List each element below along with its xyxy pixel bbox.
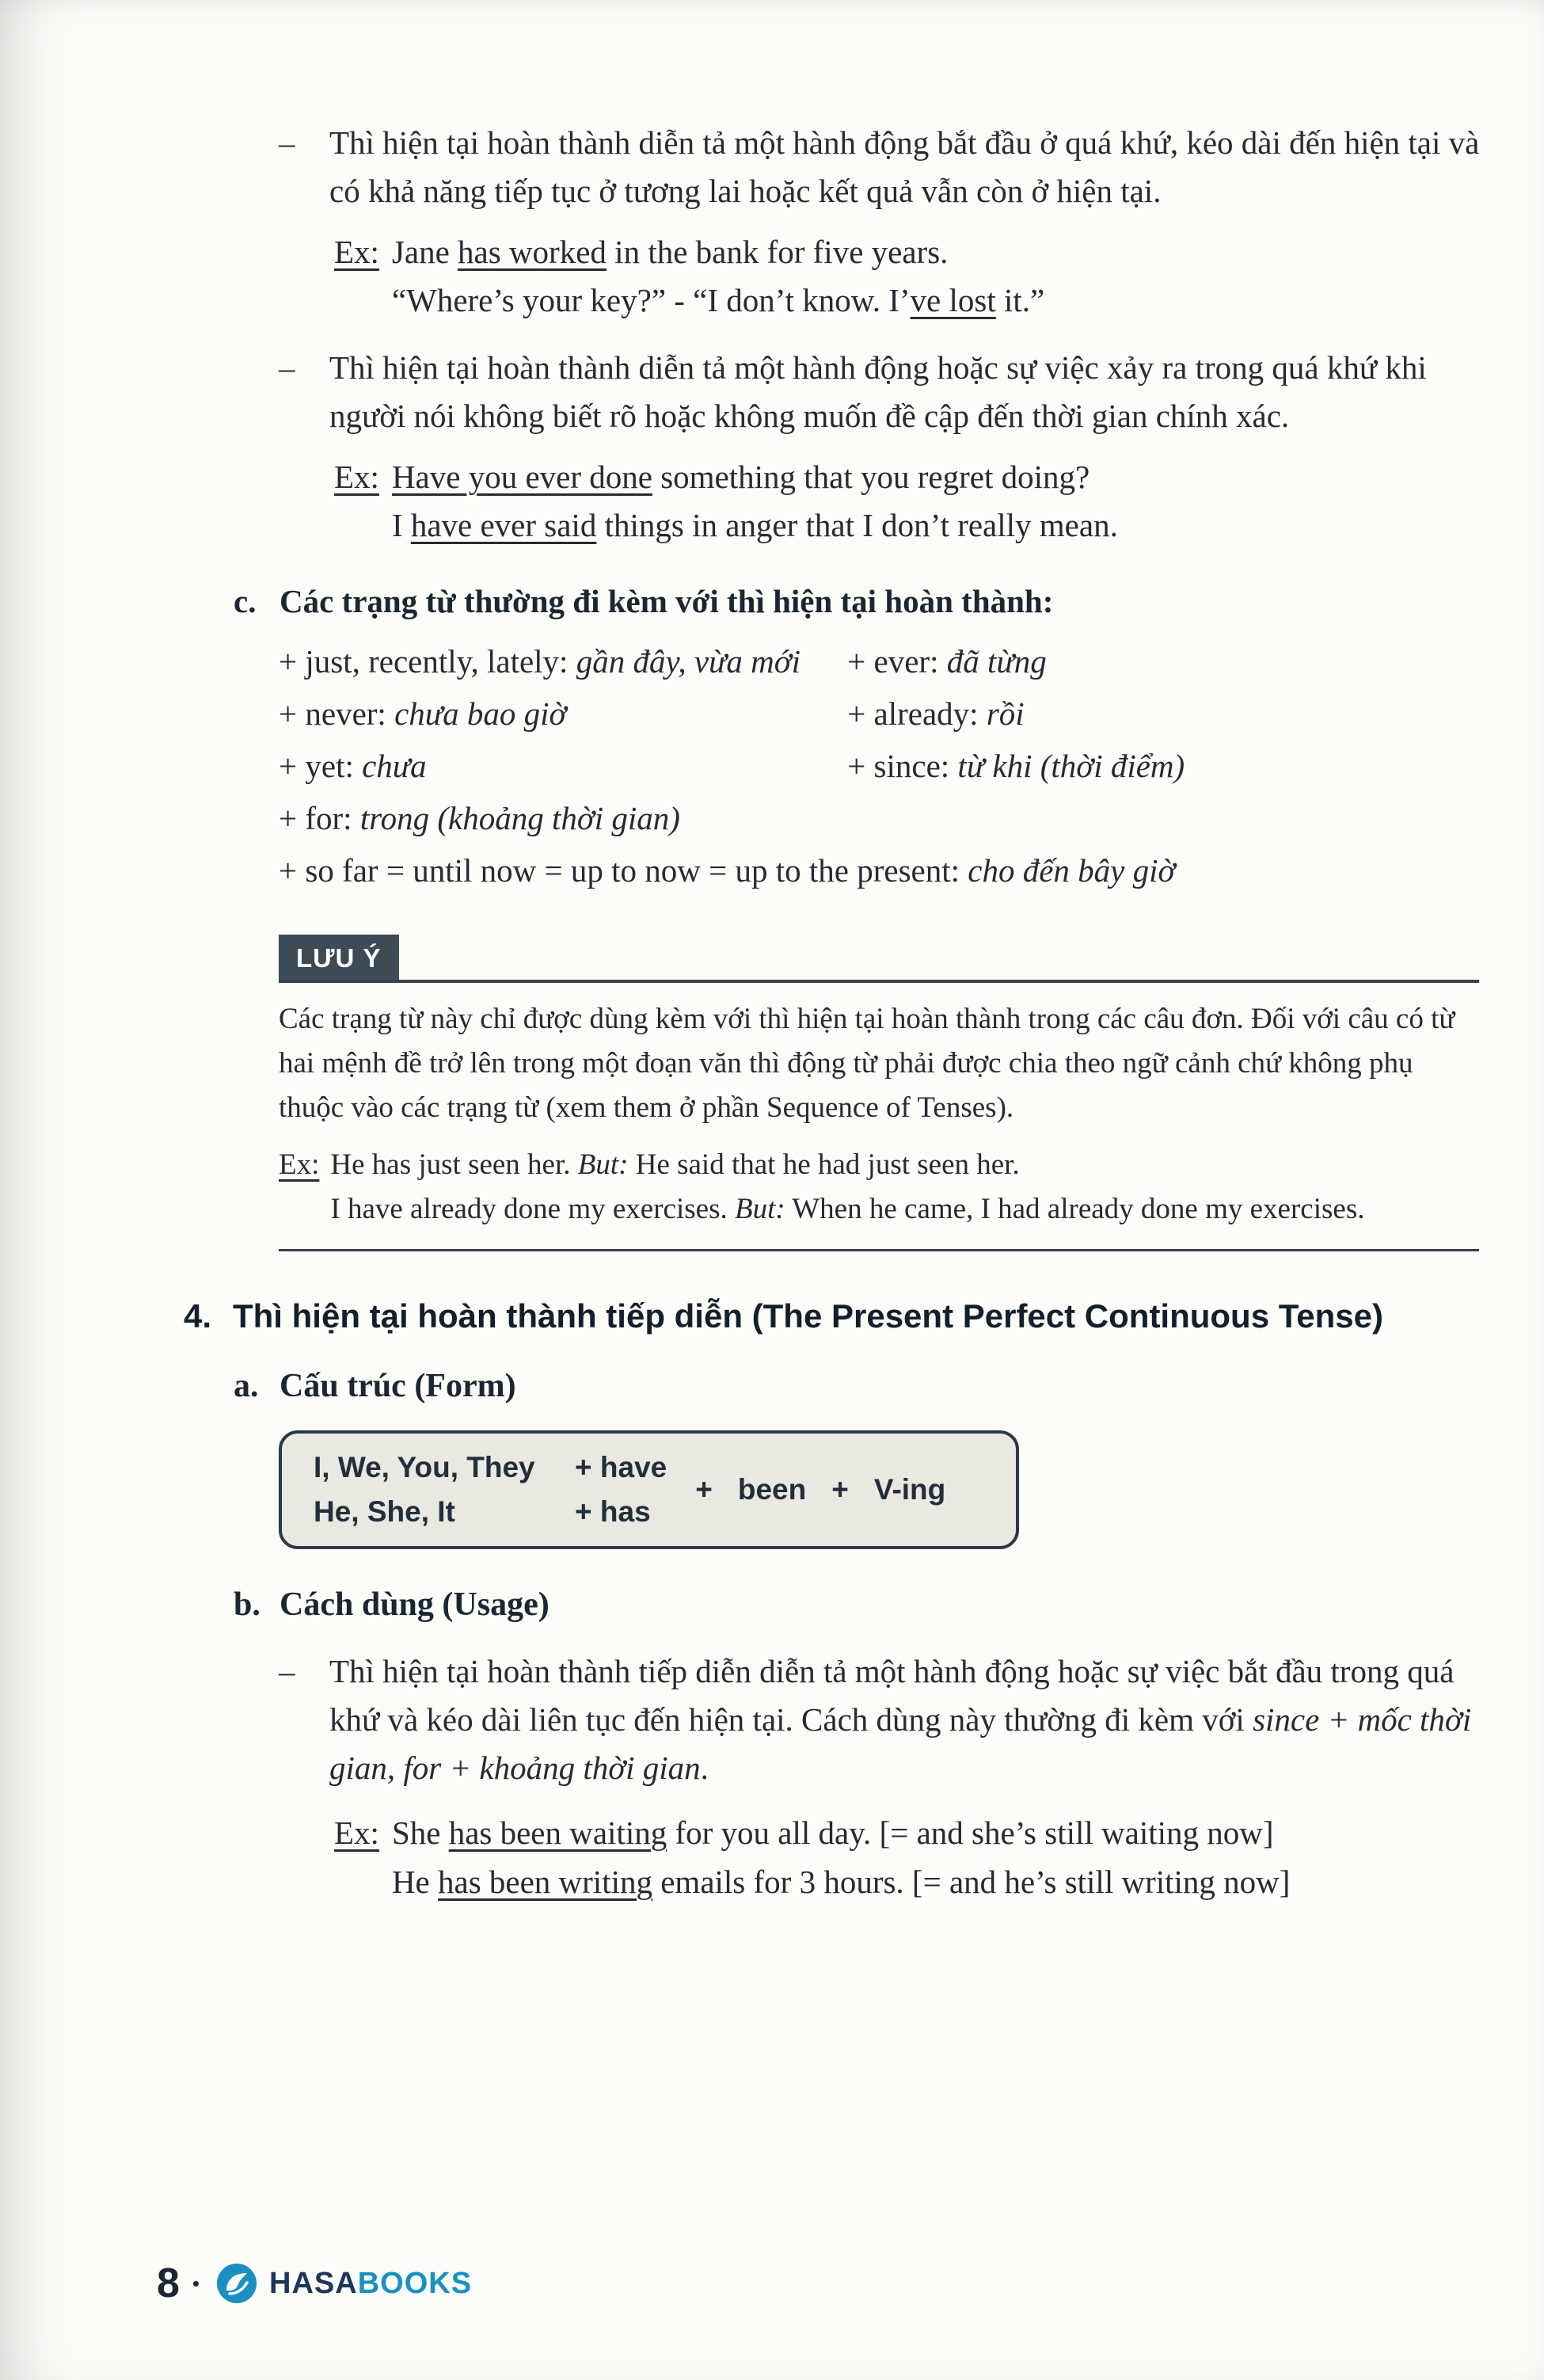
hasabooks-logo-icon [215, 2262, 258, 2305]
note-paragraph: Các trạng từ này chỉ được dùng kèm với thì hiện tại hoàn thành trong các câu đơn. Đối với câu có từ hai mệnh đề trở lên trong một đoạn văn thì động từ phải được chia theo ngữ cảnh chứ không phụ thuộc vào các trạng từ (xem them ở phần Sequence of Tenses). [279, 1003, 1455, 1124]
example-label: Ex: [334, 1815, 379, 1851]
adverb-meaning: rồi [986, 695, 1025, 732]
bullet-paragraph: Thì hiện tại hoàn thành diễn tả một hành động bắt đầu ở quá khứ, kéo dài đến hiện tại và có khả năng tiếp tục ở tương lai hoặc kết quả vẫn còn ở hiện tại. [329, 124, 1480, 209]
adverb-meaning: từ khi (thời điểm) [957, 748, 1185, 784]
example-text: He has just seen her. [330, 1148, 578, 1181]
subsection-title: Cách dùng (Usage) [280, 1586, 550, 1623]
adverbs-list [279, 635, 1489, 897]
usage-text: . [700, 1750, 709, 1786]
subsection-title: Cấu trúc (Form) [280, 1368, 516, 1404]
tense-formula-box [279, 1430, 1019, 1549]
usage-italic: since + mốc thời gian, for + khoảng thời gian [329, 1701, 1472, 1786]
heading-letter: c. [234, 583, 257, 619]
adverbs-column-right [847, 635, 1489, 844]
adverb-item [847, 740, 1489, 792]
section-4-heading [184, 1294, 1489, 1339]
formula-ving: V-ing [873, 1473, 946, 1506]
example-text: She [391, 1815, 449, 1851]
example-line [392, 453, 1489, 501]
example-label: Ex: [334, 234, 379, 270]
adverb-item [847, 635, 1489, 687]
example-body [392, 453, 1489, 550]
example-line [392, 276, 1489, 325]
bullet-dash: – [279, 349, 295, 386]
adverb-item [279, 792, 847, 844]
footer-separator-dot: • [192, 2271, 200, 2295]
example-text: He [391, 1864, 438, 1900]
brand-part-books: BOOKS [357, 2266, 473, 2300]
page-number: 8 [157, 2260, 180, 2306]
underlined-phrase: has been writing [438, 1864, 652, 1900]
adverb-term: + already: [847, 695, 987, 732]
example-block-1 [334, 228, 1489, 325]
underlined-phrase: has been waiting [448, 1815, 667, 1851]
continuous-usage-bullet [279, 1647, 1489, 1792]
example-text: it.” [995, 282, 1045, 318]
example-block-2 [334, 453, 1489, 550]
subsection-a-heading [234, 1364, 1489, 1408]
example-text: When he came, I had already done my exercises. [785, 1193, 1365, 1225]
formula-subjects: I, We, You, They [314, 1451, 535, 1483]
example-line [392, 228, 1489, 276]
adverb-meaning: chưa bao giờ [394, 695, 567, 732]
example-text: “Where’s your key?” - “I don’t know. I’ [391, 282, 911, 318]
example-line [392, 1808, 1489, 1857]
page-content [0, 119, 1544, 1906]
formula-been: been [737, 1473, 807, 1506]
example-text: emails for 3 hours. [= and he’s still writing now] [652, 1864, 1291, 1900]
example-text: something that you regret doing? [652, 459, 1090, 495]
example-line [392, 501, 1489, 550]
example-block-continuous [334, 1808, 1489, 1906]
adverb-term: + ever: [847, 643, 947, 680]
underlined-phrase: has worked [458, 234, 607, 270]
adverbs-column-left [279, 635, 847, 844]
formula-tail [695, 1473, 945, 1506]
adverb-meaning: chưa [362, 748, 427, 784]
page-footer [157, 2260, 472, 2307]
note-header-rule [279, 935, 1479, 983]
usage-bullet-2 [279, 344, 1489, 440]
usage-bullet-1 [279, 119, 1489, 215]
note-bottom-rule [279, 1249, 1479, 1251]
formula-aux: + have [575, 1451, 667, 1483]
adverb-term: + yet: [279, 748, 363, 784]
formula-subject-rows [314, 1451, 667, 1529]
adverb-term: + for: [279, 800, 360, 836]
example-text: I have already done my exercises. [330, 1193, 735, 1225]
underlined-phrase: Have you ever done [391, 459, 652, 495]
heading-title: Các trạng từ thường đi kèm với thì hiện tại hoàn thành: [280, 583, 1054, 619]
adverb-item [847, 687, 1489, 740]
subsection-b-heading [234, 1582, 1489, 1627]
plus-sign: + [695, 1473, 713, 1506]
adverb-meaning: cho đến bây giờ [968, 852, 1176, 889]
adverb-item [279, 687, 847, 740]
note-label: LƯU Ý [279, 935, 399, 980]
example-body [392, 1808, 1489, 1906]
adverb-meaning: trong (khoảng thời gian) [359, 800, 680, 836]
adverb-item [279, 740, 847, 792]
adverb-term: + just, recently, lately: [279, 643, 576, 680]
example-text: Jane [391, 234, 458, 270]
but-marker: But: [577, 1148, 629, 1181]
brand-wordmark [269, 2267, 472, 2301]
formula-row [314, 1451, 667, 1484]
adverb-term: + never: [279, 695, 395, 732]
adverb-meaning: đã từng [946, 643, 1047, 680]
underlined-phrase: ve lost [910, 282, 996, 318]
example-label: Ex: [279, 1148, 320, 1181]
note-example-block [279, 1143, 1479, 1232]
example-text: in the bank for five years. [606, 234, 949, 270]
section-number: 4. [184, 1297, 212, 1335]
adverb-term: + so far = until now = up to now = up to the present: [279, 852, 968, 889]
example-text: I [391, 507, 411, 543]
brand-part-hasa: HASA [269, 2266, 358, 2300]
section-title: Thì hiện tại hoàn thành tiếp diễn (The Present Perfect Continuous Tense) [233, 1297, 1383, 1335]
subsection-letter: a. [234, 1368, 259, 1404]
but-marker: But: [734, 1193, 785, 1225]
example-text: for you all day. [= and she’s still waiting now] [667, 1815, 1274, 1851]
example-body [330, 1143, 1479, 1232]
subsection-letter: b. [234, 1586, 261, 1623]
bullet-dash: – [279, 1653, 295, 1689]
note-box [279, 935, 1479, 1251]
example-body [392, 228, 1489, 325]
bullet-dash: – [279, 124, 295, 161]
adverb-item-full [279, 844, 1489, 897]
formula-aux: + has [575, 1495, 651, 1528]
adverb-meaning: gần đây, vừa mới [576, 643, 801, 680]
formula-row [314, 1495, 667, 1529]
example-text: He said that he had just seen her. [628, 1148, 1020, 1181]
example-line [392, 1857, 1489, 1906]
underlined-phrase: have ever said [410, 507, 597, 543]
example-label: Ex: [334, 459, 379, 495]
formula-subjects: He, She, It [314, 1495, 455, 1528]
bullet-paragraph [329, 1647, 1489, 1792]
example-line [330, 1143, 1479, 1187]
adverb-item [279, 635, 847, 687]
adverb-term: + since: [847, 748, 958, 784]
bullet-paragraph: Thì hiện tại hoàn thành diễn tả một hành động hoặc sự việc xảy ra trong quá khứ khi người nói không biết rõ hoặc không muốn đề cập đến thời gian chính xác. [329, 349, 1427, 434]
usage-text: Thì hiện tại hoàn thành tiếp diễn diễn tả một hành động hoặc sự việc bắt đầu trong quá khứ và kéo dài liên tục đến hiện tại. Cách dùng này thường đi kèm với [329, 1653, 1455, 1738]
example-line [330, 1187, 1479, 1232]
example-text: things in anger that I don’t really mean. [596, 507, 1118, 543]
heading-adverbs [234, 578, 1489, 624]
plus-sign: + [831, 1473, 849, 1506]
adverbs-columns [279, 635, 1489, 844]
